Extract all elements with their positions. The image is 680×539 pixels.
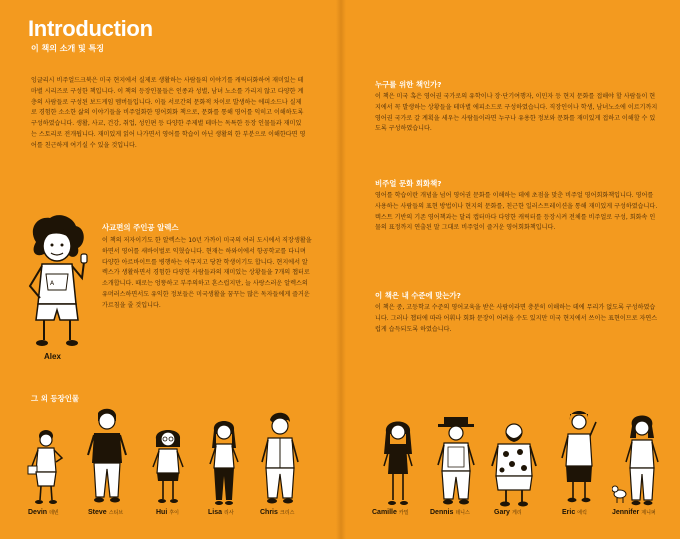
character-label-lisa [208,509,234,516]
character-name-ko: 데니스 [455,510,470,516]
character-name-ko: 카밀 [398,510,409,516]
section-text-audience: 이 책은 미국 혹은 영어권 국가로의 유학이나 장·단기여행자, 이민자 등 현지 문화를 접해야 할 사람들이 현지에서 꼭 발생하는 상황들을 테마별 에피소드로 구성하였습니다. 직장인이나 학생, 남녀노소에 이르기까지 영어권 국가로 갈 계획을 세우는 사람들이라면 누구나 유용한 정보와 문화를 재미있게 접하고 이해할 수 있도록 구성하였습니다. [375,93,658,133]
dennis-illustration [434,415,478,507]
character-label-hui [156,509,179,516]
character-name: Devin [28,509,48,516]
character-name: Hui [156,509,168,516]
chris-illustration [258,410,302,506]
character-name: Camille [372,509,397,516]
section-text-visual: 영어를 학습이란 개념을 넘어 영어권 문화를 이해하는 데에 초점을 맞춘 비주얼 영어회화책입니다. 영어를 사용하는 사람들의 표현 방법이나 현지의 문화를, 친근한 일러스트레이션을 통해 재미있게 구성하였습니다. 텍스트 기반의 기존 영어책과는 달리 캡터마다 다양한 캐릭터를 등장시켜 전체를 비주얼로 구성, 회화속 인물의 표정까지 연출된 말 그대로 비주얼이 즐거운 영어회화책입니다. [375,192,658,232]
hui-illustration [148,425,188,507]
alex-heading: 사교편의 주인공 알렉스 [102,223,179,232]
character-label-eric [562,509,587,516]
character-name-ko: 크리스 [279,510,295,516]
section-heading-audience: 누구를 위한 책인가? [375,80,442,89]
alex-paragraph: 이 책의 저자이기도 한 알렉스는 10년 가까이 미국의 여러 도시에서 직장생활을 하면서 영어를 새바이벌로 익혔습니다. 현재는 하와이에서 항공학교를 다니며 다양한 아르바이트를 병행하는 아무지고 당찬 학생이기도 합니다. 현지에서 알렉스가 생활하면서 경험한 다양한 사람들과의 재미있는 상황들을 7개의 챕터로 소개합니다. 때로는 엉뚱하고 부주의하고 혼스럽지만, 늘 사랑스러운 알렉스의 유머러스하면서도 유익한 정보들은 미국생활을 꿈꾸는 많은 독자들에게 즐거운 가르침을 줄 것입니다. [102,237,312,309]
section-heading-level: 이 책은 내 수준에 맞는가? [375,291,461,300]
section-heading-visual: 비주얼 문화 회화책? [375,179,442,188]
character-name-ko: 후이 [169,510,179,516]
page-title: Introduction [28,16,153,41]
lisa-illustration [204,418,244,508]
character-name: Dennis [430,509,454,516]
character-label-dennis [430,509,470,516]
steve-illustration [84,407,130,507]
character-name: Chris [260,509,278,516]
character-label-gary [494,509,522,516]
camille-illustration [378,418,418,508]
other-characters-heading: 그 외 등장인물 [31,394,79,403]
alex-illustration [22,212,94,352]
intro-paragraph: 잉글리시 비주얼드크북은 미국 현지에서 실제로 생활하는 사람들의 이야기를 캐릭터화하여 재미있는 테마별 시리즈로 구성한 책입니다. 이 책의 등장인물들은 인종과 성별, 남녀 노소를 가리지 않고 다양한 계층의 사람들로 구성된 보드게임 멤버들입니다. 이들 서로간의 문화적 차이로 발생하는 에피소드나 실제로 경험한 소소한 삶의 이야기들을 비주얼화한 영어회화 책으로, 문화를 통해 영어를 익히고 이해하도록 구성하였습니다. 생활, 사교, 건강, 취업, 성인편 등 다양한 주제별 테마는 독특한 등장 인물들과 재미있는 스토리로 전개됩니다. 재미있게 읽어 나가면서 영어를 학습이 아닌 생활의 한 부분으로 이해한다면 영어를 친근하게 여기실 수 있을 것입니다. [31,77,306,149]
character-label-jennifer [612,509,656,516]
character-label-devin [28,509,59,516]
character-label-camille [372,509,409,516]
character-name: Gary [494,509,510,516]
character-label-chris [260,509,294,516]
devin-illustration [26,428,66,506]
character-name-ko: 데빈 [49,510,59,516]
svg-text:A: A [50,280,55,287]
character-name: Steve [88,509,107,516]
gary-illustration [488,418,540,508]
page-subtitle: 이 책의 소개 및 특징 [31,44,104,53]
character-name: Lisa [208,509,223,516]
section-text-level: 이 책은 중, 고등학교 수준의 영어교육을 받은 사람이라면 충분히 이해하는 데에 무리가 없도록 구성하였습니다. 그러나 챕터에 따라 어휘나 회화 문장이 어려울 수도 있지만 미국 현지에서 쓰이는 표현이므로 자연스럽게 습득되도록 하였습니다. [375,304,658,333]
character-name-ko: 에릭 [577,510,587,516]
character-label-steve [88,509,123,516]
character-name: Eric [562,509,576,516]
alex-name-label: Alex [44,352,61,361]
character-name-ko: 스티브 [108,510,124,516]
character-name: Jennifer [612,509,640,516]
character-name-ko: 제니퍼 [641,510,656,516]
jennifer-illustration [612,414,666,508]
eric-illustration [558,408,600,506]
book-spine [336,0,346,539]
character-name-ko: 게리 [511,510,522,516]
character-name-ko: 리사 [224,510,234,516]
